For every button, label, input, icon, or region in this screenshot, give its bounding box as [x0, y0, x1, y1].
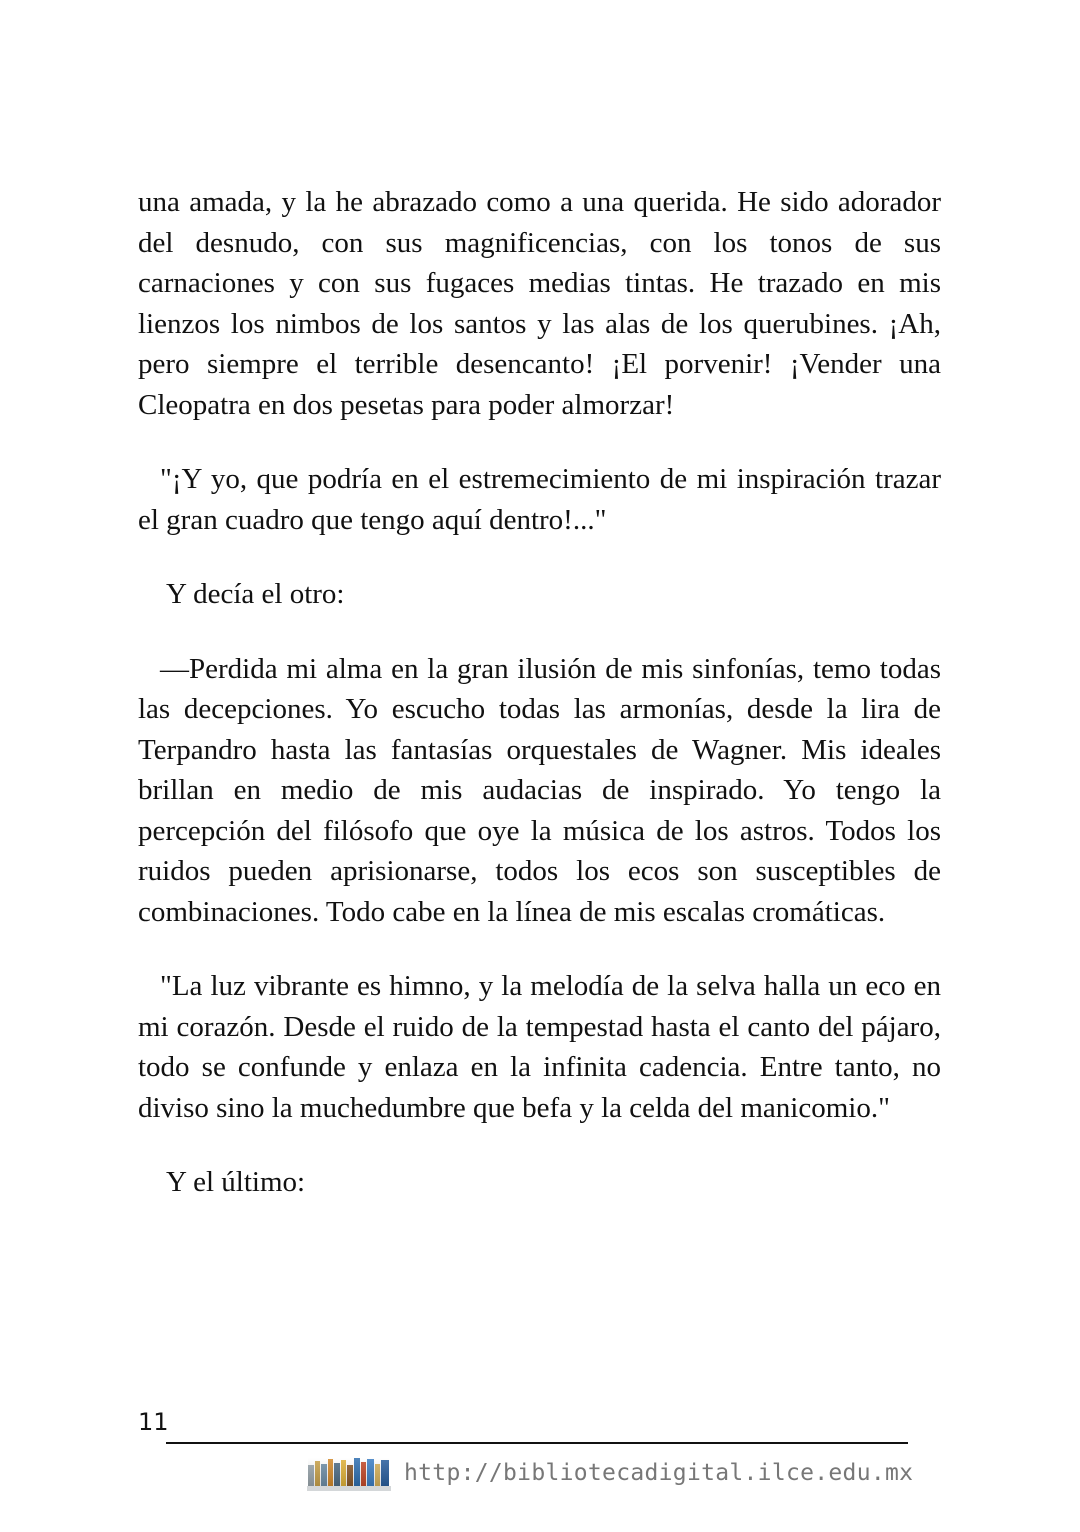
paragraph-6: Y el último: — [166, 1166, 306, 1198]
footer-url-link[interactable]: http://bibliotecadigital.ilce.edu.mx — [404, 1460, 914, 1486]
page-body — [138, 182, 941, 1203]
paragraph-3: Y decía el otro: — [166, 578, 345, 610]
paragraph-4: —Perdida mi alma en la gran ilusión de mis sinfonías, temo todas las decepciones. Yo escucho todas las armonías, desde la lira de Terpandro hasta las fantasías orquestales de Wagner. Mis ideales brillan en medio de mis audacias de inspirado. Yo tengo la percepción del filósofo que oye la música de los astros. Todos los ruidos pueden aprisionarse, todos los ecos son susceptibles de combinaciones. Todo cabe en la línea de mis escalas cromáticas. — [138, 652, 941, 928]
paragraph-2: "¡Y yo, que podría en el estremecimiento de mi inspiración trazar el gran cuadro que tengo aquí dentro!..." — [138, 463, 941, 536]
paragraph-5: "La luz vibrante es himno, y la melodía de la selva halla un eco en mi corazón. Desde el ruido de la tempestad hasta el canto del pájaro, todo se confunde y enlaza en la infinita cadencia. Entre tanto, no diviso sino la muchedumbre que befa y la celda del manicomio." — [138, 970, 941, 1124]
page-number: 11 — [138, 1408, 169, 1436]
footer-divider — [166, 1442, 908, 1444]
bookshelf-logo-icon — [306, 1456, 392, 1492]
paragraph-1: una amada, y la he abrazado como a una querida. He sido adorador del desnudo, con sus magnificencias, con los tonos de sus carnaciones y con sus fugaces medias tintas. He trazado en mis lienzos los nimbos de los santos y las alas de los querubines. ¡Ah, pero siempre el terrible desencanto! ¡El porvenir! ¡Vender una Cleopatra en dos pesetas para poder almorzar! — [138, 186, 941, 421]
